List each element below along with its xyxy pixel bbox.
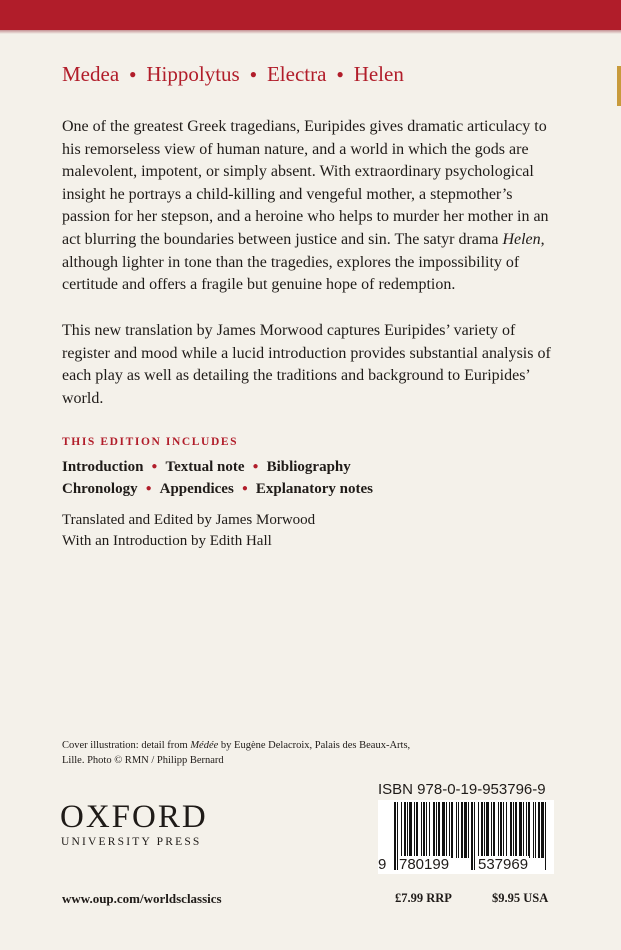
cover-artwork-title: Médée [190,740,219,751]
include-item: Appendices [159,481,234,497]
barcode-bar [533,802,534,858]
introduction-credit: With an Introduction by Edith Hall [62,533,272,549]
include-item: Chronology [62,481,138,497]
barcode-bar [528,802,530,858]
barcode-bar [409,802,412,858]
cover-illustration-credit [62,738,422,768]
barcode-bar [446,802,447,858]
blurb-text-start: One of the greatest Greek tragedians, Euripides gives dramatic articulacy to his remorseless view of human nature, and a world in which the gods are malevolent, impotent, or simply absent. With extraordinary psychological insight he portrays a child-killing and vengeful mother, a stepmother’s passion for her stepson, and a heroine who helps to murder her mother in an act blurring the boundaries between justice and sin. The satyr drama [62,118,549,248]
include-item: Textual note [165,459,245,475]
publisher-logo-sub: UNIVERSITY PRESS [61,836,202,848]
barcode-lead-digit: 9 [378,856,387,873]
barcode-bar [541,802,544,858]
barcode-bar [513,802,514,858]
barcode-bar [426,802,427,858]
barcode-bar [515,802,517,858]
barcode-bar [491,802,492,858]
blurb-italic-title: Helen [502,230,541,248]
barcode-bar [416,802,418,858]
barcode-bar [471,802,473,870]
barcode-bar [394,802,396,870]
bullet-icon: ● [151,461,158,472]
top-band-shade [0,30,621,34]
barcode-bar [484,802,485,858]
barcode-bar [486,802,489,858]
barcode-bar [498,802,499,858]
barcode-bar [519,802,522,858]
bullet-icon: ● [252,461,259,472]
title-hippolytus: Hippolytus [146,62,240,86]
price-usd: $9.95 USA [492,891,549,905]
barcode-bar [523,802,524,858]
barcode-bar [535,802,536,858]
barcode-bar [468,802,469,858]
cover-credit-prefix: Cover illustration: detail from [62,740,191,751]
title-helen: Helen [353,62,404,86]
barcode-bar [481,802,483,858]
barcode-bar [433,802,435,858]
barcode-bar [461,802,463,858]
barcode-bar [451,802,453,858]
price-gbp: £7.99 RRP [395,891,452,905]
barcode-bar [401,802,402,858]
blurb-paragraph-1 [62,116,562,297]
barcode-bar [438,802,440,858]
include-item: Introduction [62,459,144,475]
barcode-bar [421,802,422,858]
barcode-left-digits: 780199 [399,856,450,873]
barcode-right-digits: 537969 [478,856,529,873]
spine-edge-mark [617,66,621,106]
blurb-paragraph-2: This new translation by James Morwood captures Euripides’ variety of register and mood while a lucid introduction provides substantial analysis of each play as well as detailing the traditions and background to Euripides’ world. [62,322,551,407]
barcode-bar [414,802,415,858]
publisher-logo-name: OXFORD [60,799,208,835]
blurb-text-end: , although lighter in tone than the tragedies, explores the impossibility of certitude and offers a fragile but genuine hope of redemption. [62,230,545,294]
cover-credit-suffix: by Eugène Delacroix, Palais des Beaux-Arts, Lille. Photo © RMN / Philipp Bernard [62,740,411,766]
barcode-bar [506,802,507,858]
barcode-bar [423,802,425,858]
bullet-icon: ● [249,67,257,81]
bullet-icon: ● [336,67,344,81]
title-electra: Electra [266,62,327,86]
barcode-bar [478,802,479,858]
barcode-bar [510,802,512,858]
title-medea: Medea [62,62,120,86]
barcode-bar [449,802,450,858]
bullet-icon: ● [241,483,248,494]
barcode-bar [493,802,495,858]
publisher-url: www.oup.com/worldsclassics [62,891,222,906]
include-item: Explanatory notes [255,481,373,497]
barcode-bar [456,802,457,858]
edition-includes-heading: THIS EDITION INCLUDES [62,436,239,448]
bullet-icon: ● [145,483,152,494]
barcode-bar [458,802,459,858]
barcode-bar [429,802,430,858]
barcode-bar [538,802,540,858]
translator-credit: Translated and Edited by James Morwood [62,512,316,528]
barcode-bar [500,802,502,858]
barcode-bar [404,802,406,858]
barcode-bar [436,802,437,858]
barcode-bar [464,802,467,858]
barcode-bar [474,802,475,870]
top-color-band [0,0,621,30]
edition-includes-row-2 [62,481,373,498]
bullet-icon: ● [129,67,137,81]
barcode-bar [407,802,408,858]
include-item: Bibliography [266,459,351,475]
barcode-bar [545,802,546,870]
isbn-label: ISBN 978-0-19-953796-9 [378,781,546,798]
barcode-bar [442,802,445,858]
edition-includes-row-1 [62,459,351,476]
play-titles [62,62,404,87]
barcode-bar [526,802,527,858]
barcode-bar [503,802,504,858]
